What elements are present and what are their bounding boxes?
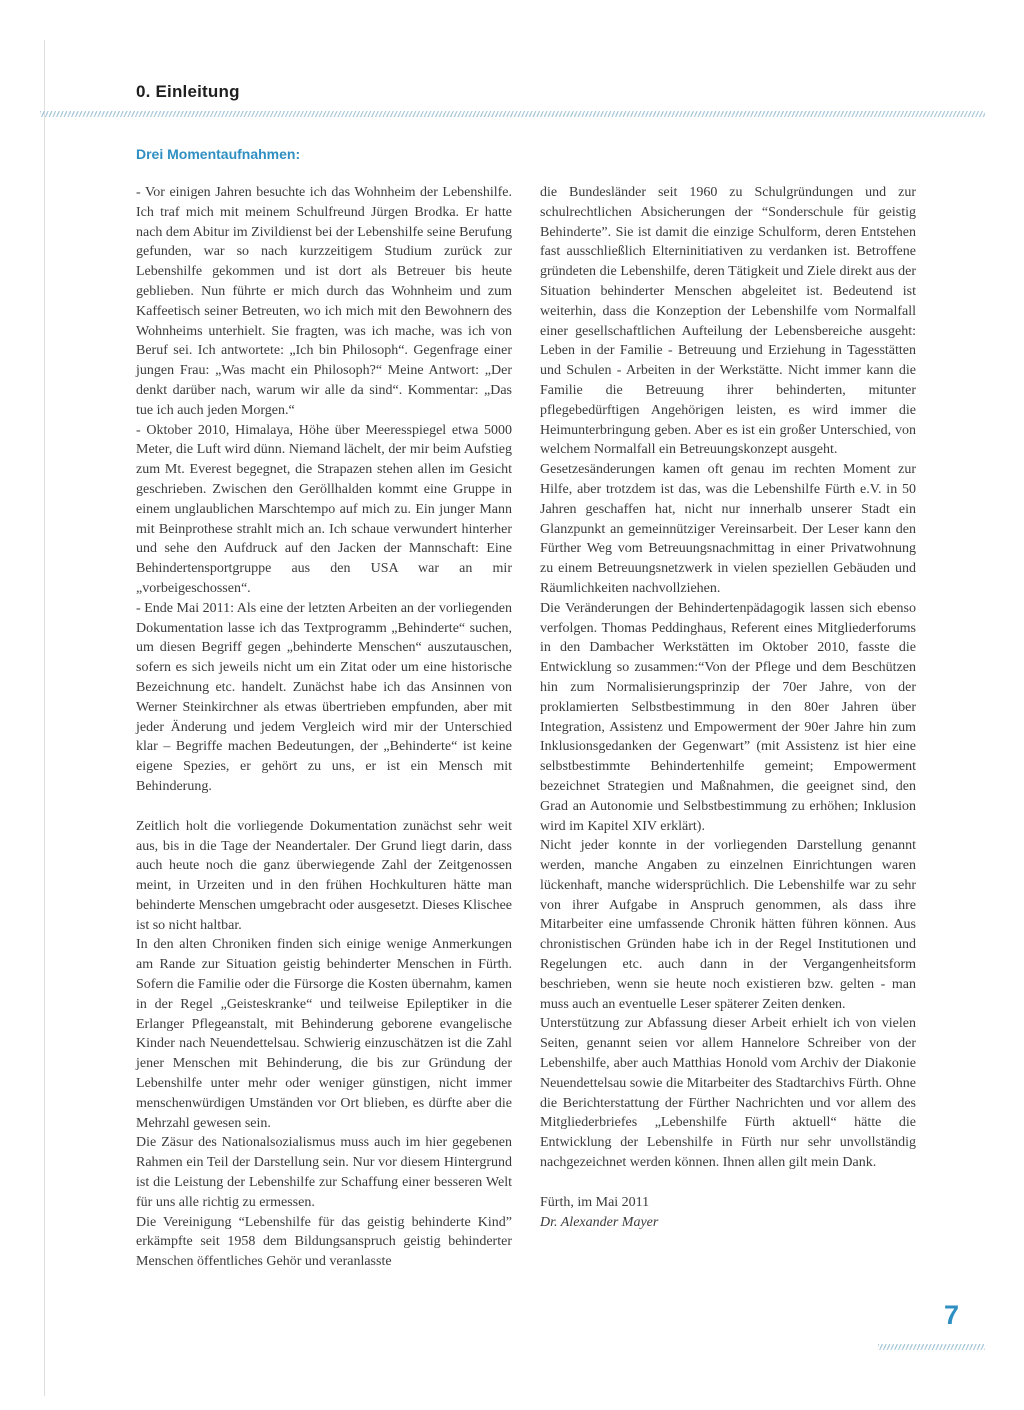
- page-number: 7: [944, 1300, 960, 1330]
- paragraph: Zeitlich holt die vorliegende Dokumentation zunächst sehr weit aus, bis in die Tage der Neandertaler. Der Grund liegt darin, dass auch heute noch die ganz überwiegende Zahl der Zeitgenossen meint, in Urzeiten und in den frühen Hochkulturen hätte man behinderte Menschen umgebracht oder ausgesetzt. Dieses Klischee ist so nicht haltbar.: [136, 818, 512, 933]
- paragraph: die Bundesländer seit 1960 zu Schulgründungen und zur schulrechtlichen Absicherungen der “Sonderschule für geistig Behinderte”. Sie ist damit die einzige Schulform, deren Entstehen fast ausschließlich Elterninitiativen zu verdanken ist. Betroffene gründeten die Lebenshilfe, deren Tätigkeit und Ziele direkt aus der Situation behinderter Menschen abgeleitet ist. Bedeutend ist weiterhin, dass die Konzeption der Lebenshilfe vom Normalfall einer gesellschaftlichen Aufteilung der Lebensbereiche ausgeht: Leben in der Familie - Betreuung und Erziehung in Tagesstätten und Schulen - Arbeiten in der Werkstätte. Nicht immer kann die Familie die Betreuung ihrer behinderten, mitunter pflegebedürftigen Angehörigen leisten, es wird immer die Heimunterbringung geben. Aber es ist ein großer Unterschied, von welchem Normalfall ein Betreuungskonzept ausgeht.: [540, 185, 916, 458]
- paragraph: - Ende Mai 2011: Als eine der letzten Arbeiten an der vorliegenden Dokumentation lasse ich das Textprogramm „Behinderte“ suchen, um diesen Begriff gegen „behinderte Menschen“ auszutauschen, sofern es sich jeweils nicht um ein Zitat oder um eine historische Bezeichnung etc. handelt. Zunächst habe ich das Ansinnen von Werner Steinkirchner als etwas übertrieben empfunden, aber mit jeder Änderung und jedem Vergleich wird mir der Unterschied klar – Begriffe machen Bedeutungen, der „Behinderte“ ist keine eigene Spezies, er gehört zu uns, er ist ein Mensch mit Behinderung.: [136, 600, 512, 794]
- left-column: [136, 183, 512, 1272]
- paragraph: - Oktober 2010, Himalaya, Höhe über Meeresspiegel etwa 5000 Meter, die Luft wird dünn. Niemand lächelt, der mir beim Aufstieg zum Mt. Everest begegnet, die Strapazen stehen allen im Gesicht geschrieben. Zwischen den Geröllhalden kommt eine Gruppe in einem unglaublichen Marschtempo auf mich zu. Ein junger Mann mit Beinprothese strahlt mich an. Ich schaue verwundert hinterher und sehe den Aufdruck auf den Jacken der Mannschaft: Eine Behindertensportgruppe aus den USA war an mir „vorbeigeschossen“.: [136, 422, 512, 596]
- paragraph: Die Zäsur des Nationalsozialismus muss auch im hier gegebenen Rahmen ein Teil der Darstellung sein. Nur vor diesem Hintergrund ist die Leistung der Lebenshilfe zur Schaffung einer besseren Welt für uns alle richtig zu ermessen.: [136, 1135, 512, 1210]
- header-divider-rule: [40, 111, 985, 117]
- footer-divider-rule: [878, 1344, 985, 1350]
- date-line: Fürth, im Mai 2011: [540, 1194, 650, 1210]
- paragraph: Nicht jeder konnte in der vorliegenden Darstellung genannt werden, manche Angaben zu einzelnen Einrichtungen waren lückenhaft, manche widersprüchlich. Die Lebenshilfe war zu sehr von ihrer Aufgabe in Anspruch genommen, als dass ihre Mitarbeiter eine umfassende Chronik hätten führen können. Aus chronistischen Gründen habe ich in der Regel Institutionen und Regelungen etc. auch dann in der Vergangenheitsform beschrieben, wenn sie heute noch existieren bzw. gelten - man muss auch an eventuelle Leser späterer Zeiten denken.: [540, 838, 916, 1012]
- paragraph: In den alten Chroniken finden sich einige wenige Anmerkungen am Rande zur Situation geistig behinderter Menschen in Fürth. Sofern die Familie oder die Fürsorge die Kosten übernahm, kamen in der Regel „Geisteskranke“ und teilweise Epileptiker in die Erlanger Pflegeanstalt, mit Behinderung geborene evangelische Kinder nach Neuendettelsau. Schwierig einzuschätzen ist die Zahl jener Menschen mit Behinderung, die bis zur Gründung der Lebenshilfe unter mehr oder weniger günstigen, nicht immer menschenwürdigen Umständen vor Ort blieben, es dürfte aber die Mehrzahl gewesen sein.: [136, 937, 512, 1131]
- paragraph: Die Vereinigung “Lebenshilfe für das geistig behinderte Kind” erkämpfte seit 1958 dem Bildungsanspruch geistig behinderter Menschen öffentliches Gehör und veranlasste: [136, 1214, 512, 1270]
- page-title: 0. Einleitung: [136, 82, 240, 101]
- author-signature: Dr. Alexander Mayer: [540, 1214, 659, 1230]
- paragraph: Die Veränderungen der Behindertenpädagogik lassen sich ebenso verfolgen. Thomas Peddinghaus, Referent eines Mitgliederforums in den Dambacher Werkstätten im Oktober 2010, fasste die Entwicklung so zusammen:“Von der Pflege und dem Beschützen hin zum Normalisierungsprinzip der 70er Jahre, von der proklamierten Selbstbestimmung in den 80er Jahren über Integration, Assistenz und Empowerment der 90er Jahre hin zum Inklusionsgedanken der Gegenwart” (mit Assistenz ist hier eine selbstbestimmte Behindertenhilfe gemeint; Empowerment bezeichnet Strategien und Maßnahmen, die geeignet sind, den Grad an Autonomie und Selbstbestimmung zu erhöhen; Inklusion wird im Kapitel XIV erklärt).: [540, 600, 916, 834]
- paragraph: - Vor einigen Jahren besuchte ich das Wohnheim der Lebenshilfe. Ich traf mich mit meinem Schulfreund Jürgen Brodka. Er hatte nach dem Abitur im Zivildienst bei der Lebenshilfe seine Berufung gefunden, war so nach kurzzeitigem Studium zurück zur Lebenshilfe gekommen und ist dort als Betreuer bis heute geblieben. Nun führte er mich durch das Wohnheim und zum Kaffeetisch seiner Betreuten, wo ich mich mit den Bewohnern des Wohnheims unterhielt. Sie fragten, was ich mache, was ich von Beruf sei. Ich antwortete: „Ich bin Philosoph“. Gegenfrage einer jungen Frau: „Was macht ein Philosoph?“ Meine Antwort: „Der denkt darüber nach, warum wir alle da sind“. Kommentar: „Das tue ich auch jeden Morgen.“: [136, 185, 512, 418]
- section-subheading: Drei Momentaufnahmen:: [136, 146, 301, 162]
- text-columns: [136, 183, 916, 1272]
- paragraph: Gesetzesänderungen kamen oft genau im rechten Moment zur Hilfe, aber trotzdem ist das, was die Lebenshilfe Fürth e.V. in 50 Jahren geschaffen hat, nicht nur innerhalb unserer Stadt ein Glanzpunkt an gemeinnütziger Vereinsarbeit. Der Leser kann den Fürther Weg vom Betreuungsnachmittag in einer Privatwohnung zu einem Betreuungsnetzwerk in vielen speziellen Gebäuden und Räumlichkeiten nachvollziehen.: [540, 462, 916, 596]
- right-column: [540, 183, 916, 1272]
- paragraph: Unterstützung zur Abfassung dieser Arbeit erhielt ich von vielen Seiten, genannt seien vor allem Hannelore Schreiber von der Lebenshilfe, aber auch Matthias Honold vom Archiv der Diakonie Neuendettelsau sowie die Mitarbeiter des Stadtarchivs Fürth. Ohne die Berichterstattung der Fürther Nachrichten und vor allem des Mitgliederbriefes „Lebenshilfe Fürth aktuell“ hätte die Entwicklung der Lebenshilfe in Fürth nur sehr unvollständig nachgezeichnet werden können. Ihnen allen gilt mein Dank.: [540, 1016, 916, 1171]
- left-margin-rule: [44, 40, 45, 1396]
